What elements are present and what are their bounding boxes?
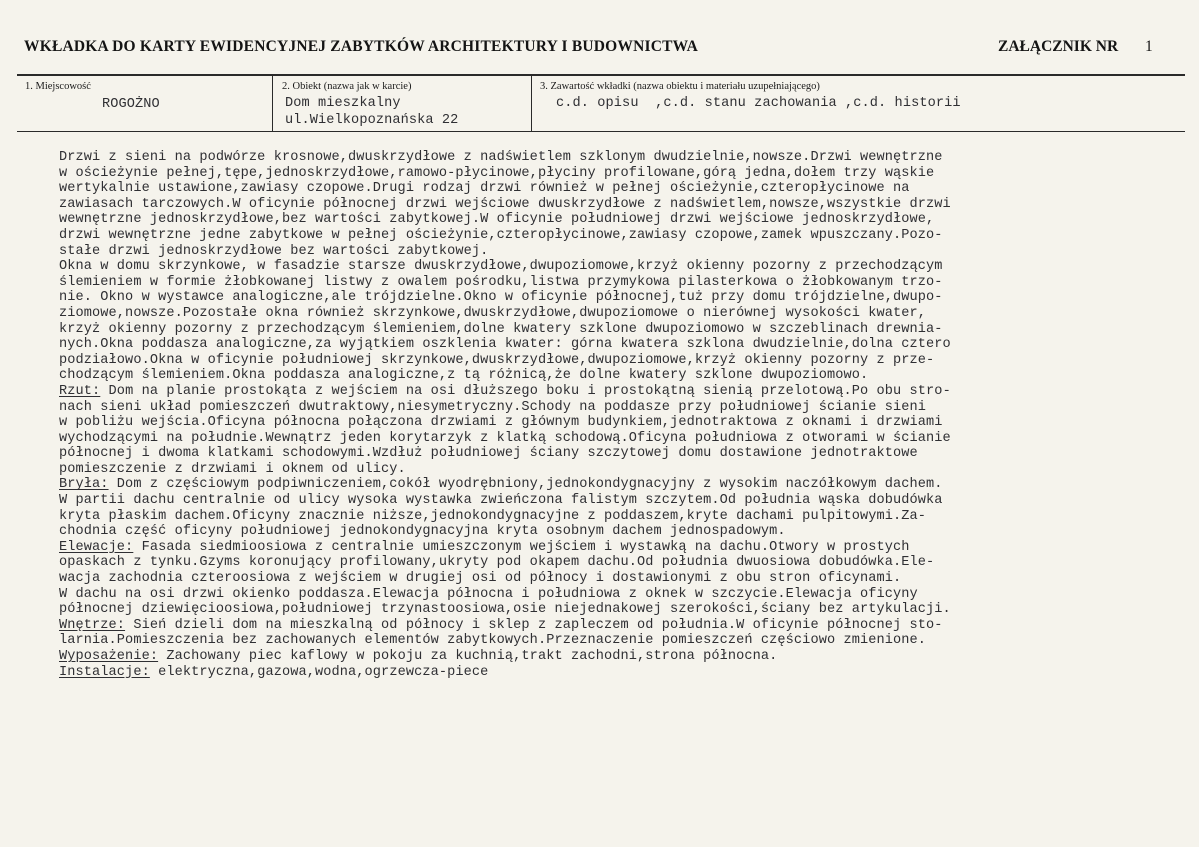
- section-heading: Wyposażenie:: [59, 649, 159, 664]
- body-line: [59, 400, 1179, 416]
- body-line: [59, 212, 1179, 228]
- body-line: [59, 259, 1179, 275]
- line-text: Okna w domu skrzynkowe, w fasadzie starsze dwuskrzydłowe,dwupoziomowe,krzyż okienny pozorny z przechodzącym: [59, 259, 943, 275]
- line-text: północnej dziewięcioosiowa,południowej trzynastoosiowa,osie niejednakowej szerokości,ściany bez artykulacji.: [59, 602, 951, 618]
- body-line: [59, 415, 1179, 431]
- body-line: [59, 197, 1179, 213]
- line-text: wacja zachodnia czteroosiowa z wejściem w drugiej osi od północy i dostawionymi z obu stron oficynami.: [59, 571, 902, 587]
- body-line: [59, 290, 1179, 306]
- line-text: W partii dachu centralnie od ulicy wysoka wystawka zwieńczona falistym szczytem.Od południa wąska dobudówka: [59, 493, 943, 509]
- line-text: Fasada siedmioosiowa z centralnie umieszczonym wejściem i wystawką na dachu.Otwory w prostych: [133, 539, 910, 555]
- header-rule-bottom: [17, 131, 1185, 132]
- line-text: pomieszczenie z drzwiami i oknem od ulicy.: [59, 461, 406, 477]
- object-value-line2: ul.Wielkopoznańska 22: [285, 113, 459, 128]
- body-line: [59, 587, 1179, 603]
- line-text: Drzwi z sieni na podwórze krosnowe,dwuskrzydłowe z nadświetlem szklonym dwudzielnie,nowsze.Drzwi wewnętrzne: [59, 150, 943, 165]
- body-line: [59, 665, 1179, 681]
- body-line: [59, 431, 1179, 447]
- header-rule-top: [17, 74, 1185, 76]
- line-text: Dom na planie prostokąta z wejściem na osi dłuższego boku i prostokątną sienią przelotową.Po obu stro-: [100, 383, 951, 399]
- body-line: [59, 509, 1179, 525]
- body-line: [59, 306, 1179, 322]
- body-line: [59, 166, 1179, 182]
- line-text: krzyż okienny pozorny z przechodzącym ślemieniem,dolne kwatery szklone dwupoziomowo w szczeblinach drewnia-: [59, 321, 943, 337]
- line-text: larnia.Pomieszczenia bez zachowanych elementów zabytkowych.Przeznaczenie pomieszczeń częściowo zmienione.: [59, 633, 927, 649]
- line-text: ziomowe,nowsze.Pozostałe okna również skrzynkowe,dwuskrzydłowe,dwupoziomowe o nierównej wysokości kwater,: [59, 305, 927, 321]
- line-text: w pobliżu wejścia.Oficyna północna połączona drzwiami z głównym budynkiem,jednotraktowa z oknami i drzwiami: [59, 415, 943, 431]
- body-line: [59, 368, 1179, 384]
- contents-value: c.d. opisu ,c.d. stanu zachowania ,c.d. historii: [556, 96, 961, 111]
- section-heading: Instalacje:: [59, 664, 150, 680]
- line-text: nych.Okna poddasza analogiczne,za wyjątkiem oszklenia kwater: górna kwatera szklona dwudzielnie,dolna cztero: [59, 337, 951, 353]
- body-line: [59, 571, 1179, 587]
- line-text: elektryczna,gazowa,wodna,ogrzewcza-piece: [149, 664, 489, 680]
- body-line: [59, 524, 1179, 540]
- section-heading: Bryła:: [59, 477, 109, 493]
- object-value-line1: Dom mieszkalny: [285, 96, 401, 111]
- line-text: Zachowany piec kaflowy w pokoju za kuchnią,trakt zachodni,strona północna.: [158, 649, 778, 664]
- line-text: wychodzącymi na południe.Wewnątrz jeden korytarzyk z klatką schodową.Oficyna południowa z otworami w ścianie: [59, 430, 951, 446]
- line-text: stałe drzwi jednoskrzydłowe bez wartości zabytkowej.: [59, 243, 489, 259]
- body-line: [59, 446, 1179, 462]
- body-line: [59, 540, 1179, 556]
- body-line: [59, 353, 1179, 369]
- line-text: północnej i dwoma klatkami schodowymi.Wzdłuż południowej ściany szczytowej domu dostawione jednotraktowe: [59, 446, 918, 462]
- section-heading: Rzut:: [59, 383, 101, 399]
- line-text: chodnia część oficyny południowej jednokondygnacyjna kryta osobnym dachem jednospadowym.: [59, 524, 786, 540]
- body-line: [59, 462, 1179, 478]
- line-text: kryta płaskim dachem.Oficyny znacznie niższe,jednokondygnacyjne z poddaszem,kryte dachami pulpitowymi.Za-: [59, 508, 927, 524]
- line-text: w ościeżynie pełnej,tępe,jednoskrzydłowe,ramowo-płycinowe,płyciny profilowane,górą jedna,dołem trzy wąskie: [59, 165, 935, 181]
- body-line: [59, 493, 1179, 509]
- line-text: opaskach z tynku.Gzyms koronujący profilowany,ukryty pod okapem dachu.Od południa dwuosiowa dobudówka.Ele-: [59, 555, 935, 571]
- body-line: [59, 337, 1179, 353]
- description-body: [59, 150, 1179, 680]
- annex-label: ZAŁĄCZNIK NR: [998, 38, 1119, 55]
- line-text: wewnętrzne jednoskrzydłowe,bez wartości zabytkowej.W oficynie południowej drzwi wejściowe jednoskrzydłowe,: [59, 212, 935, 228]
- body-line: [59, 555, 1179, 571]
- line-text: wertykalnie ustawione,zawiasy czopowe.Drugi rodzaj drzwi również w pełnej ościeżynie,czteropłycinowe na: [59, 181, 910, 197]
- body-line: [59, 633, 1179, 649]
- body-line: [59, 384, 1179, 400]
- body-line: [59, 602, 1179, 618]
- body-line: [59, 275, 1179, 291]
- body-line: [59, 649, 1179, 665]
- body-line: [59, 181, 1179, 197]
- line-text: Dom z częściowym podpiwniczeniem,cokół wyodrębniony,jednokondygnacyjny z wysokim naczółkowym dachem.: [108, 477, 943, 493]
- section-heading: Elewacje:: [59, 539, 134, 555]
- body-line: [59, 618, 1179, 634]
- line-text: drzwi wewnętrzne jedne zabytkowe w pełnej ościeżynie,czteropłycinowe,zawiasy czopowe,zamek wpuszczany.Pozo-: [59, 227, 943, 243]
- locality-label: 1. Miejscowość: [25, 81, 91, 92]
- line-text: podziałowo.Okna w oficynie południowej skrzynkowe,dwuskrzydłowe,dwupoziomowe,krzyż okienny pozorny z prze-: [59, 352, 935, 368]
- section-heading: Wnętrze:: [59, 617, 126, 633]
- line-text: nach sieni układ pomieszczeń dwutraktowy,niesymetryczny.Schody na poddasze przy południowej ścianie sieni: [59, 399, 927, 415]
- line-text: nie. Okno w wystawce analogiczne,ale trójdzielne.Okno w oficynie północnej,tuż przy domu trójdzielne,dwupo-: [59, 290, 943, 306]
- column-divider-1: [272, 74, 273, 132]
- line-text: Sień dzieli dom na mieszkalną od północy i sklep z zapleczem od południa.W oficynie północnej sto-: [125, 617, 943, 633]
- body-line: [59, 228, 1179, 244]
- object-label: 2. Obiekt (nazwa jak w karcie): [282, 81, 412, 92]
- locality-value: ROGOŻNO: [102, 97, 160, 112]
- contents-label: 3. Zawartość wkładki (nazwa obiektu i materiału uzupełniającego): [540, 81, 820, 92]
- line-text: zawiasach tarczowych.W oficynie północnej drzwi wejściowe dwuskrzydłowe z nadświetlem,nowsze,wszystkie drzwi: [59, 196, 951, 212]
- form-title: WKŁADKA DO KARTY EWIDENCYJNEJ ZABYTKÓW ARCHITEKTURY I BUDOWNICTWA: [24, 38, 699, 55]
- body-line: [59, 244, 1179, 260]
- body-line: [59, 322, 1179, 338]
- line-text: ślemieniem w formie żłobkowanej listwy z owalem pośrodku,listwa przymykowa pilasterkowa o żłobkowanym trzo-: [59, 274, 943, 290]
- line-text: chodzącym ślemieniem.Okna poddasza analogiczne,z tą różnicą,że dolne kwatery szklone dwupoziomowo.: [59, 368, 869, 384]
- body-line: [59, 150, 1179, 166]
- annex-number: 1: [1145, 38, 1153, 55]
- body-line: [59, 477, 1179, 493]
- column-divider-2: [531, 74, 532, 132]
- line-text: W dachu na osi drzwi okienko poddasza.Elewacja północna i południowa z oknek w szczycie.Elewacja oficyny: [59, 586, 918, 602]
